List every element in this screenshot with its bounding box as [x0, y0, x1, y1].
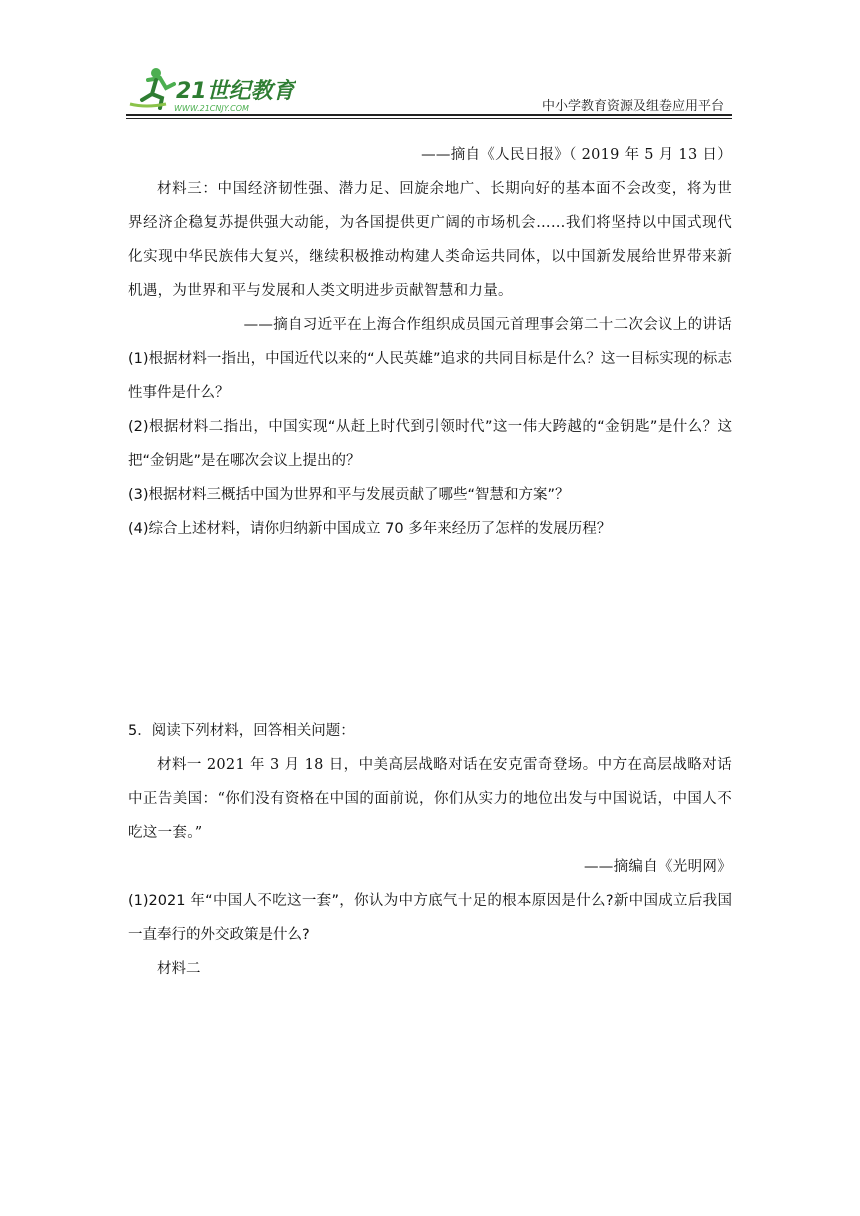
page-header [0, 0, 860, 120]
header-divider [126, 114, 732, 116]
source-speech: ——摘自习近平在上海合作组织成员国元首理事会第二十二次会议上的讲话 [243, 317, 732, 333]
answer-space [128, 546, 732, 714]
logo-url: WWW.21CNJY.COM [174, 104, 249, 113]
runner-logo-icon [126, 64, 296, 118]
platform-name: 中小学教育资源及组卷应用平台 [541, 99, 724, 114]
logo-text: 21世纪教育 [176, 79, 295, 104]
question-2: (2)根据材料二指出，中国实现“从赶上时代到引领时代”这一伟大跨越的“金钥匙”是什么？这把“金钥匙”是在哪次会议上提出的？ [128, 419, 732, 469]
item-5-question-1: (1)2021 年“中国人不吃这一套”，你认为中方底气十足的根本原因是什么?新中国成立后我国一直奉行的外交政策是什么? [128, 893, 732, 943]
material-three: 材料三：中国经济韧性强、潜力足、回旋余地广、长期向好的基本面不会改变，将为世界经济企稳复苏提供强大动能，为各国提供更广阔的市场机会……我们将坚持以中国式现代化实现中华民族伟大复兴，继续积极推动构建人类命运共同体，以中国新发展给世界带来新机遇，为世界和平与发展和人类文明进步贡献智慧和力量。 [128, 181, 732, 299]
logo [126, 64, 296, 118]
question-3: (3)根据材料三概括中国为世界和平与发展贡献了哪些“智慧和方案”？ [128, 487, 570, 503]
document-body [128, 138, 732, 986]
header-divider-thin [126, 118, 732, 119]
item-5-material-one: 材料一 2021 年 3 月 18 日，中美高层战略对话在安克雷奇登场。中方在高层战略对话中正告美国：“你们没有资格在中国的面前说，你们从实力的地位出发与中国说话，中国人不吃这一套。” [128, 757, 732, 841]
source-people-daily: ——摘自《人民日报》（ 2019 年 5 月 13 日） [421, 147, 732, 163]
item-5-heading: 5．阅读下列材料，回答相关问题： [128, 723, 355, 739]
question-4: (4)综合上述材料，请你归纳新中国成立 70 多年来经历了怎样的发展历程？ [128, 521, 612, 537]
question-1: (1)根据材料一指出，中国近代以来的“人民英雄”追求的共同目标是什么？这一目标实现的标志性事件是什么？ [128, 351, 732, 401]
source-guangming: ——摘编自《光明网》 [584, 859, 732, 875]
item-5-material-two: 材料二 [157, 961, 201, 977]
